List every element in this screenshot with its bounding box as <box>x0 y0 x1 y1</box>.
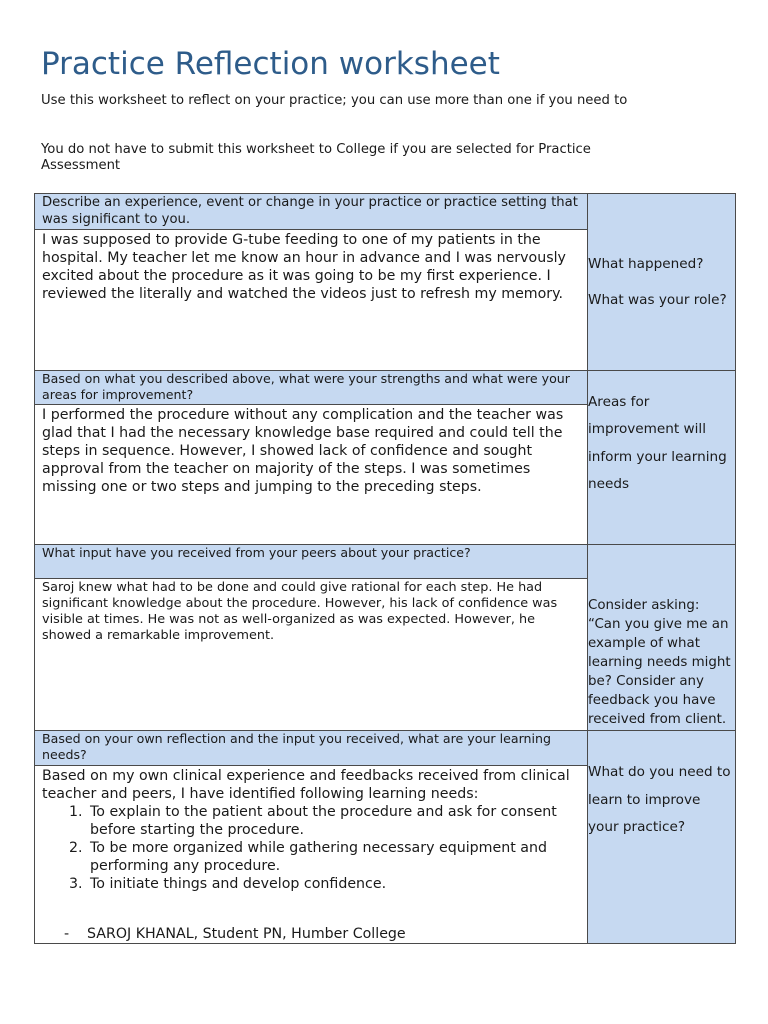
question-cell: What input have you received from your peers about your practice? <box>35 545 587 578</box>
prompt-text: Areas for improvement will inform your learning needs <box>588 393 727 492</box>
learning-needs-list <box>42 803 581 893</box>
signature-line <box>42 925 581 943</box>
intro-paragraph: You do not have to submit this worksheet to College if you are selected for Practice Assessment <box>41 142 591 173</box>
answer-cell: Saroj knew what had to be done and could give rational for each step. He had significant knowledge about the procedure. However, his lack of confidence was visible at times. He was not as well-organized as was expected. However, he showed a remarkable improvement. <box>42 580 558 643</box>
answer-intro: Based on my own clinical experience and feedbacks received from clinical teacher and peers, I have identified following learning needs: <box>42 768 570 802</box>
list-item: 3. To initiate things and develop confidence. <box>87 875 581 893</box>
question-cell: Based on what you described above, what were your strengths and what were your areas for improvement? <box>35 371 587 404</box>
question-cell: Based on your own reflection and the input you received, what are your learning needs? <box>35 731 587 765</box>
prompt-cell <box>588 545 736 731</box>
question-cell: Describe an experience, event or change in your practice or practice setting that was significant to you. <box>35 194 587 229</box>
list-item: 1. To explain to the patient about the procedure and ask for consent before starting the procedure. <box>87 803 581 839</box>
answer-cell <box>35 766 587 943</box>
prompt-text: What was your role? <box>588 292 727 308</box>
signature-text: SAROJ KHANAL, Student PN, Humber College <box>87 926 406 942</box>
prompt-cell <box>588 371 736 545</box>
reflection-table <box>34 193 736 944</box>
prompt-cell <box>588 194 736 371</box>
answer-cell: I was supposed to provide G-tube feeding to one of my patients in the hospital. My teacher let me know an hour in advance and I was nervously excited about the procedure as it was going to be my first experience. I reviewed the literally and watched the videos just to refresh my memory. <box>42 232 566 302</box>
signature-dash: - <box>64 926 70 942</box>
page-title: Practice Reflection worksheet <box>41 46 500 82</box>
prompt-cell <box>588 731 736 944</box>
answer-cell: I performed the procedure without any complication and the teacher was glad that I had the necessary knowledge base required and could tell the steps in sequence. However, I showed lack of confidence and sought approval from the teacher on majority of the steps. I was sometimes missing one or two steps and jumping to the preceding steps. <box>42 407 564 495</box>
intro-paragraph: Use this worksheet to reflect on your practice; you can use more than one if you need to <box>41 93 628 108</box>
prompt-text: What happened? <box>588 256 704 272</box>
list-item: 2. To be more organized while gathering necessary equipment and performing any procedure. <box>87 839 581 875</box>
prompt-text: What do you need to learn to improve your practice? <box>588 764 731 835</box>
prompt-text: Consider asking: “Can you give me an example of what learning needs might be? Consider any feedback you have received from client. <box>588 598 731 727</box>
